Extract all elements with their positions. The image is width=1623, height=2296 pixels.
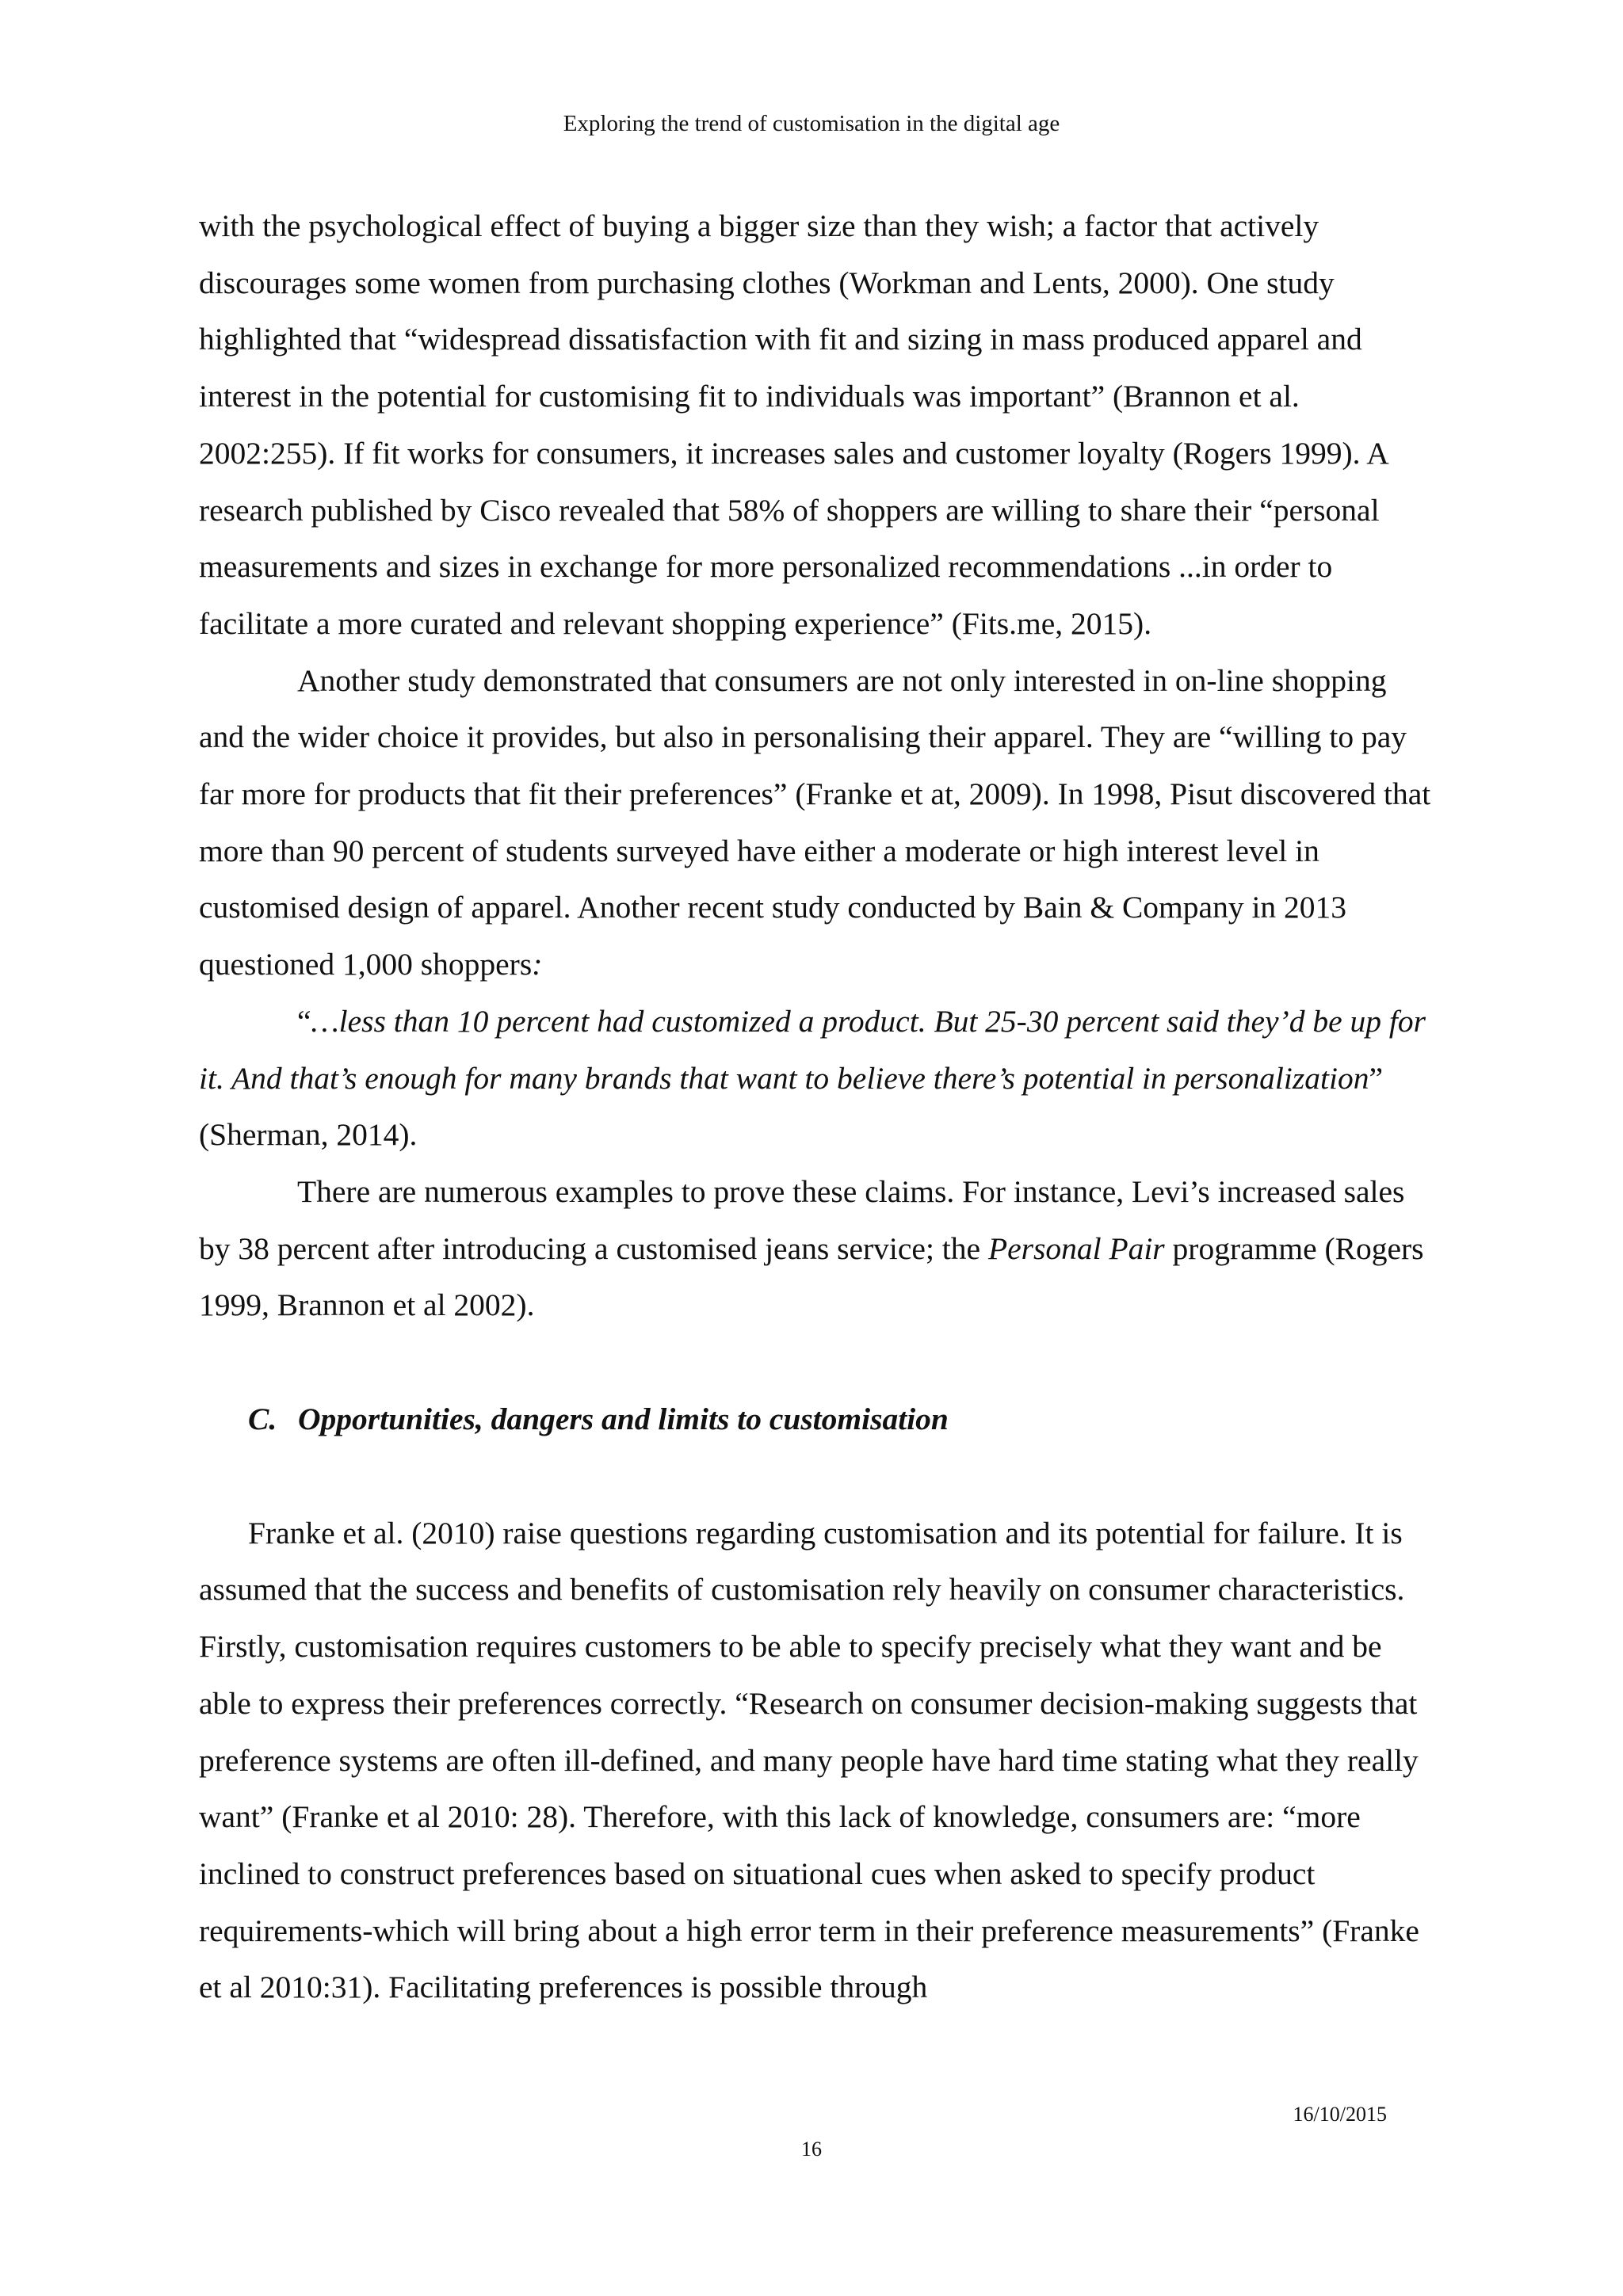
paragraph-4: Franke et al. (2010) raise questions regarding customisation and its potential for failure. It is assumed that the success and benefits of customisation rely heavily on consumer characteristics. Firstly, customisation requires customers to be able to specify precisely what they want and be able to express their preferences correctly. “Research on consumer decision-making suggests that preference systems are often ill-defined, and many people have hard time stating what they really want” (Franke et al 2010: 28). Therefore, with this lack of knowledge, consumers are: “more inclined to construct preferences based on situational cues when asked to specify product requirements-which will bring about a high error term in their preference measurements” (Franke et al 2010:31). Facilitating preferences is possible through bbox=[199, 1515, 1419, 2005]
paragraph-2 bbox=[199, 653, 1435, 994]
paragraph-1: with the psychological effect of buying a bigger size than they wish; a factor that actively discourages some women from purchasing clothes (Workman and Lents, 2000). One study highlighted that “widespread dissatisfaction with fit and sizing in mass produced apparel and interest in the potential for customising fit to individuals was important” (Brannon et al. 2002:255). If fit works for consumers, it increases sales and customer loyalty (Rogers 1999). A research published by Cisco revealed that 58% of shoppers are willing to share their “personal measurements and sizes in exchange for more personalized recommendations ...in order to facilitate a more curated and relevant shopping experience” (Fits.me, 2015). bbox=[199, 208, 1388, 641]
paragraph-2-text: Another study demonstrated that consumers are not only interested in on-line shopping and the wider choice it provides, but also in personalising their apparel. They are “willing to pay far more for products that fit their preferences” (Franke et at, 2009). In 1998, Pisut discovered that more than 90 percent of students surveyed have either a moderate or high interest level in customised design of apparel. Another recent study conducted by Bain & Company in 2013 questioned 1,000 shoppers bbox=[199, 662, 1431, 982]
section-heading bbox=[199, 1391, 1435, 1448]
footer-date: 16/10/2015 bbox=[1293, 2103, 1387, 2126]
quote-open-mark: “ bbox=[297, 1003, 311, 1039]
section-heading-title: Opportunities, dangers and limits to customisation bbox=[298, 1402, 949, 1437]
paragraph-3-italic: Personal Pair bbox=[987, 1230, 1165, 1266]
block-quote bbox=[199, 994, 1435, 1164]
quote-citation: ” (Sherman, 2014). bbox=[199, 1060, 1383, 1153]
body-text bbox=[199, 198, 1435, 2016]
section-heading-number: C. bbox=[248, 1402, 277, 1437]
paragraph-3 bbox=[199, 1164, 1435, 1334]
paragraph-2-colon: : bbox=[532, 947, 543, 982]
quote-text: …less than 10 percent had customized a product. But 25-30 percent said they’d be up for it. And that’s enough for many brands that want to believe there’s potential in personalization bbox=[199, 1003, 1426, 1096]
page-number: 16 bbox=[801, 2138, 822, 2161]
running-header: Exploring the trend of customisation in the digital age bbox=[563, 111, 1060, 136]
paragraph-3-tail: programme (Rogers 1999, Brannon et al 2002). bbox=[199, 1230, 1424, 1323]
paragraph-3-lead: There are numerous examples to prove these claims. For instance, Levi’s increased sales by 38 percent after introducing a customised jeans service; the bbox=[199, 1173, 1405, 1266]
